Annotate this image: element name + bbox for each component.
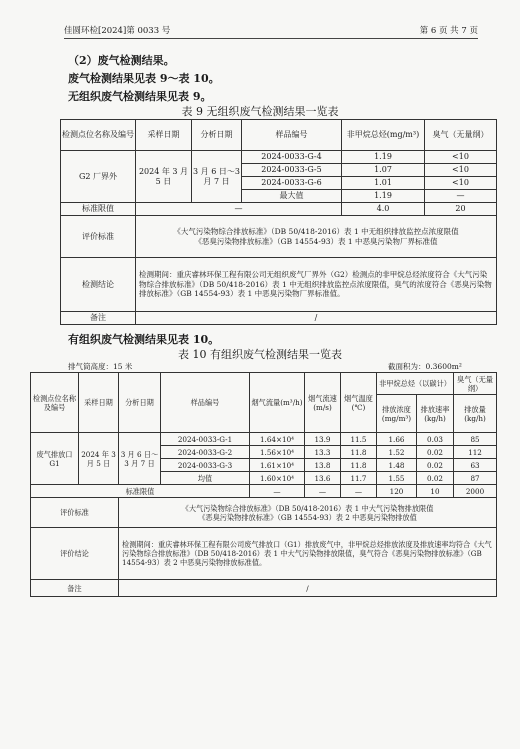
section-area: 截面积为：0.3600m² bbox=[388, 362, 462, 371]
table-cell: 1.19 bbox=[342, 151, 425, 164]
table-cell: <10 bbox=[425, 151, 497, 164]
t9-limit-dash: — bbox=[136, 203, 342, 216]
t10-point: 废气排放口 G1 bbox=[31, 433, 79, 485]
table-cell: 63 bbox=[454, 459, 497, 472]
t10-h-odor-sub: 排放量(kg/h) bbox=[454, 395, 497, 433]
table-cell: 112 bbox=[454, 446, 497, 459]
table-cell: 1.56×10⁴ bbox=[250, 446, 305, 459]
table-cell: 11.5 bbox=[341, 433, 377, 446]
table-cell: 均值 bbox=[161, 472, 250, 485]
table-cell: 13.3 bbox=[305, 446, 341, 459]
t9-h-sample: 样品编号 bbox=[242, 120, 342, 151]
t10-std-label: 评价标准 bbox=[31, 498, 119, 528]
stack-height: 排气筒高度：15 米 bbox=[68, 362, 133, 371]
t9-sampling-date: 2024 年 3 月 5 日 bbox=[136, 151, 192, 203]
t10-remark-value: / bbox=[119, 580, 497, 597]
t9-h-date: 采样日期 bbox=[136, 120, 192, 151]
table-cell: 87 bbox=[454, 472, 497, 485]
table9-caption: 表 9 无组织废气检测结果一览表 bbox=[181, 105, 339, 118]
table-cell: 11.8 bbox=[341, 459, 377, 472]
t10-limit-flow: — bbox=[250, 485, 305, 498]
table-cell: 13.8 bbox=[305, 459, 341, 472]
table-cell: 1.19 bbox=[342, 190, 425, 203]
doc-number: 佳圆环检[2024]第 0033 号 bbox=[64, 26, 171, 36]
table-cell: 2024-0033-G-3 bbox=[161, 459, 250, 472]
table-cell: 1.66 bbox=[377, 433, 417, 446]
t9-conclusion-label: 检测结论 bbox=[61, 258, 136, 312]
table-cell: 1.01 bbox=[342, 177, 425, 190]
t10-limit-rate: 10 bbox=[417, 485, 454, 498]
t10-h-velocity: 烟气流速(m/s) bbox=[305, 373, 341, 433]
table-cell: 1.55 bbox=[377, 472, 417, 485]
page-number: 第 6 页 共 7 页 bbox=[419, 26, 478, 36]
t10-limit-temp: — bbox=[341, 485, 377, 498]
t9-h-odor: 臭气（无量纲） bbox=[425, 120, 497, 151]
t10-h-analysis: 分析日期 bbox=[119, 373, 161, 433]
t9-point: G2 厂界外 bbox=[61, 151, 136, 203]
t9-conclusion-text: 检测期间：重庆睿林环保工程有限公司无组织废气厂界外（G2）检测点的非甲烷总烃浓度符合《大气污染物综合排放标准》（DB 50/418-2016）表 1 中无组织排放监控点浓度限值，臭气的浓度符合《恶臭污染物排放标准》（GB 14554-93）表 1 中恶臭污染物厂界标准值。 bbox=[136, 258, 497, 312]
table9 bbox=[60, 119, 497, 325]
t10-h-flow: 烟气流量(m³/h) bbox=[250, 373, 305, 433]
table-cell: 0.02 bbox=[417, 472, 454, 485]
table-cell: 2024-0033-G-4 bbox=[242, 151, 342, 164]
t9-h-point: 检测点位名称及编号 bbox=[61, 120, 136, 151]
t9-remark-value: / bbox=[136, 312, 497, 325]
table-cell: 11.8 bbox=[341, 446, 377, 459]
t10-h-nmhc: 非甲烷总烃（以碳计） bbox=[377, 373, 454, 395]
table-cell: 0.03 bbox=[417, 433, 454, 446]
table-cell: 13.6 bbox=[305, 472, 341, 485]
table-cell: 0.02 bbox=[417, 446, 454, 459]
t10-sampling-date: 2024 年 3 月 5 日 bbox=[79, 433, 119, 485]
t10-std-line2: 《恶臭污染物排放标准》（GB 14554-93）表 2 中恶臭污染物排放值 bbox=[198, 512, 417, 522]
t10-h-nmhc-rate: 排放速率(kg/h) bbox=[417, 395, 454, 433]
table-cell: 1.48 bbox=[377, 459, 417, 472]
t10-h-point: 检测点位名称及编号 bbox=[31, 373, 79, 433]
table-cell: 2024-0033-G-1 bbox=[161, 433, 250, 446]
table-cell: 11.7 bbox=[341, 472, 377, 485]
section-title: （2）废气检测结果。 bbox=[68, 54, 175, 67]
table-cell: 1.52 bbox=[377, 446, 417, 459]
t10-h-nmhc-conc: 排放浓度(mg/m³) bbox=[377, 395, 417, 433]
t9-h-analysis: 分析日期 bbox=[192, 120, 242, 151]
t10-conclusion-text: 检测期间：重庆睿林环保工程有限公司废气排放口（G1）排放废气中，非甲烷总烃排放浓度及排放速率均符合《大气污染物综合排放标准》（DB 50/418-2016）表 1 中大气污染物排放限值，臭气符合《恶臭污染物排放标准》（GB 14554-93）表 2 中恶臭污染物排放标准值。 bbox=[119, 528, 497, 580]
table-cell: 0.02 bbox=[417, 459, 454, 472]
section-line2: 无组织废气检测结果见表 9。 bbox=[68, 90, 212, 103]
t9-std-text bbox=[136, 216, 497, 258]
t10-std-line1: 《大气污染物综合排放标准》（DB 50/418-2016）表 1 中大气污染物排放限值 bbox=[181, 503, 434, 513]
section2-title: 有组织废气检测结果见表 10。 bbox=[68, 333, 220, 346]
t10-conclusion-label: 评价结论 bbox=[31, 528, 119, 580]
t10-h-sample: 样品编号 bbox=[161, 373, 250, 433]
page-header bbox=[64, 20, 478, 39]
t9-std-line1: 《大气污染物综合排放标准》（DB 50/418-2016）表 1 中无组织排放监控点浓度限值 bbox=[173, 227, 459, 237]
t9-std-line2: 《恶臭污染物排放标准》（GB 14554-93）表 1 中恶臭污染物厂界标准值 bbox=[194, 236, 438, 246]
t10-h-date: 采样日期 bbox=[79, 373, 119, 433]
table-cell: 13.9 bbox=[305, 433, 341, 446]
t10-limit-odor: 2000 bbox=[454, 485, 497, 498]
t10-limit-label: 标准限值 bbox=[31, 485, 250, 498]
table-cell: 最大值 bbox=[242, 190, 342, 203]
t10-h-temp: 烟气温度(℃) bbox=[341, 373, 377, 433]
table-cell: 85 bbox=[454, 433, 497, 446]
t9-h-nmhc: 非甲烷总烃(mg/m³) bbox=[342, 120, 425, 151]
table-cell: 2024-0033-G-5 bbox=[242, 164, 342, 177]
table-cell: — bbox=[425, 190, 497, 203]
t9-std-label: 评价标准 bbox=[61, 216, 136, 258]
t10-analysis-date: 3 月 6 日～3 月 7 日 bbox=[119, 433, 161, 485]
t9-limit-odor: 20 bbox=[425, 203, 497, 216]
table-cell: <10 bbox=[425, 164, 497, 177]
table-cell: 2024-0033-G-6 bbox=[242, 177, 342, 190]
table-cell: 1.61×10⁴ bbox=[250, 459, 305, 472]
t10-remark-label: 备注 bbox=[31, 580, 119, 597]
t9-remark-label: 备注 bbox=[61, 312, 136, 325]
table10-caption: 表 10 有组织废气检测结果一览表 bbox=[178, 348, 342, 361]
t10-std-text bbox=[119, 498, 497, 528]
t9-limit-label: 标准限值 bbox=[61, 203, 136, 216]
t9-limit-nmhc: 4.0 bbox=[342, 203, 425, 216]
t10-limit-conc: 120 bbox=[377, 485, 417, 498]
table-cell: 1.64×10⁴ bbox=[250, 433, 305, 446]
t10-limit-velocity: — bbox=[305, 485, 341, 498]
table10 bbox=[30, 372, 497, 597]
t9-analysis-date: 3 月 6 日～3 月 7 日 bbox=[192, 151, 242, 203]
t10-h-odor: 臭气（无量纲） bbox=[454, 373, 497, 395]
table-cell: <10 bbox=[425, 177, 497, 190]
table-cell: 2024-0033-G-2 bbox=[161, 446, 250, 459]
table-cell: 1.60×10⁴ bbox=[250, 472, 305, 485]
section-line1: 废气检测结果见表 9～表 10。 bbox=[68, 72, 220, 85]
table-cell: 1.07 bbox=[342, 164, 425, 177]
